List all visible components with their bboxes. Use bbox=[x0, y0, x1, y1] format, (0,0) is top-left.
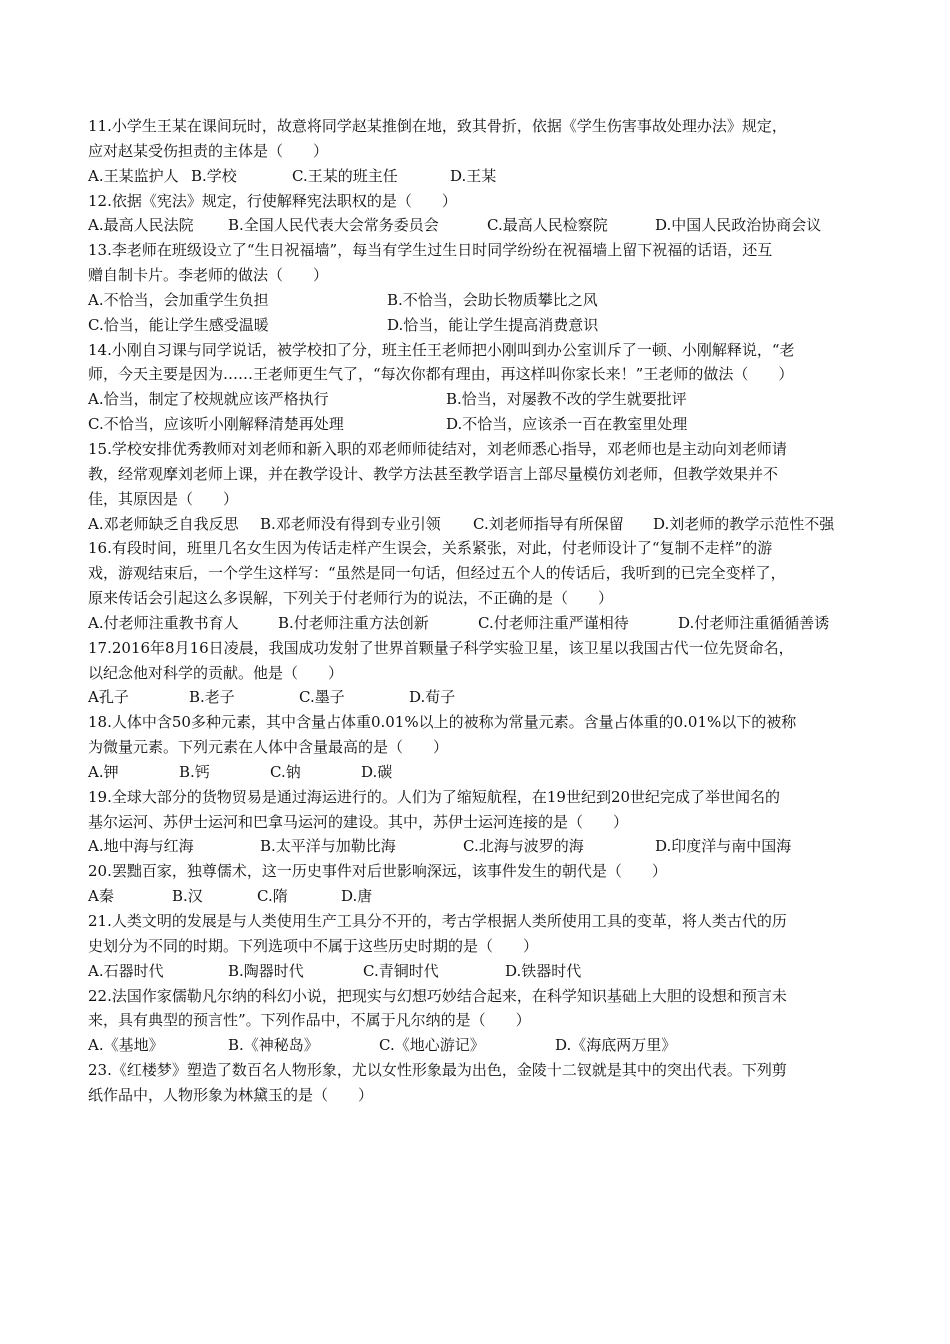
question-stem-line: 纸作品中，人物形象为林黛玉的是（ ） bbox=[88, 1085, 374, 1104]
question-stem-line: 11.小学生王某在课间玩时，故意将同学赵某推倒在地，致其骨折，依据《学生伤害事故处理办法》规定， bbox=[88, 117, 787, 135]
option-d: D.铁器时代 bbox=[505, 961, 582, 980]
question-23 bbox=[88, 1058, 868, 1108]
question-stem-line: 赠自制卡片。李老师的做法（ ） bbox=[88, 266, 329, 285]
question-20 bbox=[88, 859, 868, 909]
option-b: B.太平洋与加勒比海 bbox=[260, 837, 396, 856]
option-row bbox=[88, 685, 868, 710]
question-stem-line: 20.罢黜百家，独尊儒术，这一历史事件对后世影响深远，该事件发生的朝代是（ ） bbox=[88, 862, 667, 881]
option-d: D.不恰当，应该杀一百在教室里处理 bbox=[446, 415, 688, 434]
option-row bbox=[88, 164, 868, 189]
option-a: A.钾 bbox=[88, 762, 119, 781]
option-b: B.学校 bbox=[191, 166, 237, 185]
option-row bbox=[88, 313, 868, 338]
question-17 bbox=[88, 636, 868, 711]
option-d: D.荀子 bbox=[409, 688, 456, 707]
option-d: D.中国人民政治协商会议 bbox=[655, 216, 822, 235]
question-15 bbox=[88, 437, 868, 536]
option-c: C.最高人民检察院 bbox=[487, 216, 608, 235]
option-row bbox=[88, 959, 868, 984]
question-stem-line: 史划分为不同的时期。下列选项中不属于这些历史时期的是（ ） bbox=[88, 936, 539, 955]
option-b: B.付老师注重方法创新 bbox=[278, 613, 429, 632]
question-stem-line: 来，具有典型的预言性”。下列作品中，不属于凡尔纳的是（ ） bbox=[88, 1011, 531, 1030]
question-stem-line: 23.《红楼梦》塑造了数百名人物形象，尤以女性形象最为出色，金陵十二钗就是其中的突出代表。下列剪 bbox=[88, 1061, 787, 1080]
question-stem-line: 15.学校安排优秀教师对刘老师和新入职的邓老师师徒结对，刘老师悉心指导，邓老师也是主动向刘老师请 bbox=[88, 439, 787, 458]
question-stem-line: 12.依据《宪法》规定，行使解释宪法职权的是（ ） bbox=[88, 191, 457, 210]
option-a: A.最高人民法院 bbox=[88, 216, 194, 235]
option-d: D.唐 bbox=[341, 887, 373, 906]
question-stem-line: 21.人类文明的发展是与人类使用生产工具分不开的，考古学根据人类所使用工具的变革，将人类古代的历 bbox=[88, 912, 787, 930]
option-a: A.不恰当，会加重学生负担 bbox=[88, 290, 269, 309]
option-c: C.青铜时代 bbox=[363, 961, 439, 980]
option-a: A孔子 bbox=[88, 688, 129, 707]
question-11 bbox=[88, 114, 868, 189]
option-c: C.恰当，能让学生感受温暖 bbox=[88, 315, 269, 334]
option-row bbox=[88, 834, 868, 859]
option-row bbox=[88, 512, 868, 537]
question-18 bbox=[88, 710, 868, 785]
option-b: B.《神秘岛》 bbox=[228, 1036, 319, 1055]
option-c: C.隋 bbox=[257, 887, 288, 906]
question-stem-line: 应对赵某受伤担责的主体是（ ） bbox=[88, 141, 329, 160]
question-stem-line: 基尔运河、苏伊士运河和巴拿马运河的建设。其中，苏伊士运河连接的是（ ） bbox=[88, 812, 629, 831]
question-stem-line: 18.人体中含50多种元素，其中含量占体重0.01%以上的被称为常量元素。含量占体重的0.01%以下的被称 bbox=[88, 713, 797, 732]
question-stem-line: 17.2016年8月16日凌晨，我国成功发射了世界首颗量子科学实验卫星，该卫星以我国古代一位先贤命名， bbox=[88, 638, 794, 657]
option-c: C.王某的班主任 bbox=[292, 166, 398, 185]
option-b: B.全国人民代表大会常务委员会 bbox=[228, 216, 439, 235]
option-a: A.石器时代 bbox=[88, 961, 164, 980]
option-b: B.不恰当，会助长物质攀比之风 bbox=[387, 290, 598, 309]
option-b: B.恰当，对屡教不改的学生就要批评 bbox=[446, 390, 687, 409]
option-d: D.碳 bbox=[361, 762, 393, 781]
option-row bbox=[88, 412, 868, 437]
question-stem-line: 14.小刚自习课与同学说话，被学校扣了分，班主任王老师把小刚叫到办公室训斥了一顿、小刚解释说，“老 bbox=[88, 340, 795, 359]
option-b: B.汉 bbox=[172, 887, 203, 906]
option-d: D.印度洋与南中国海 bbox=[655, 837, 792, 856]
question-list bbox=[88, 114, 868, 1108]
option-c: C.墨子 bbox=[299, 688, 345, 707]
question-stem-line: 16.有段时间，班里几名女生因为传话走样产生误会，关系紧张，对此，付老师设计了“复制不走样”的游 bbox=[88, 539, 773, 558]
question-22 bbox=[88, 984, 868, 1059]
question-13 bbox=[88, 238, 868, 337]
option-c: C.付老师注重严谨相待 bbox=[478, 613, 629, 632]
option-c: C.北海与波罗的海 bbox=[463, 837, 584, 856]
option-a: A.付老师注重教书育人 bbox=[88, 613, 239, 632]
question-stem-line: 戏，游观结束后，一个学生这样写：“虽然是同一句话，但经过五个人的传话后，我听到的已完全变样了， bbox=[88, 564, 786, 583]
option-row bbox=[88, 387, 868, 412]
option-b: B.老子 bbox=[189, 688, 235, 707]
question-12 bbox=[88, 189, 868, 239]
option-row bbox=[88, 760, 868, 785]
option-row bbox=[88, 884, 868, 909]
question-19 bbox=[88, 785, 868, 860]
option-row bbox=[88, 288, 868, 313]
question-stem-line: 为微量元素。下列元素在人体中含量最高的是（ ） bbox=[88, 738, 449, 757]
option-c: C.不恰当，应该听小刚解释清楚再处理 bbox=[88, 415, 344, 434]
option-row bbox=[88, 213, 868, 238]
question-21 bbox=[88, 909, 868, 984]
question-stem-line: 22.法国作家儒勒凡尔纳的科幻小说，把现实与幻想巧妙结合起来，在科学知识基础上大胆的设想和预言未 bbox=[88, 986, 787, 1005]
option-a: A.恰当，制定了校规就应该严格执行 bbox=[88, 390, 329, 409]
option-b: B.陶器时代 bbox=[228, 961, 304, 980]
question-stem-line: 以纪念他对科学的贡献。他是（ ） bbox=[88, 663, 344, 682]
option-a: A.邓老师缺乏自我反思 bbox=[88, 514, 239, 533]
option-row bbox=[88, 611, 868, 636]
option-d: D.刘老师的教学示范性不强 bbox=[653, 514, 835, 533]
question-stem-line: 佳，其原因是（ ） bbox=[88, 489, 239, 508]
option-d: D.付老师注重循循善诱 bbox=[678, 613, 830, 632]
option-c: C.钠 bbox=[270, 762, 301, 781]
option-b: B.邓老师没有得到专业引领 bbox=[260, 514, 441, 533]
question-16 bbox=[88, 536, 868, 635]
option-b: B.钙 bbox=[179, 762, 210, 781]
option-a: A.地中海与红海 bbox=[88, 837, 194, 856]
option-d: D.《海底两万里》 bbox=[555, 1036, 677, 1055]
question-stem-line: 原来传话会引起这么多误解，下列关于付老师行为的说法，不正确的是（ ） bbox=[88, 589, 614, 608]
question-stem-line: 师，今天主要是因为……王老师更生气了，“每次你都有理由，再这样叫你家长来！”王老师的做法（ ） bbox=[88, 365, 794, 384]
question-stem-line: 教，经常观摩刘老师上课，并在教学设计、教学方法甚至教学语言上部尽量模仿刘老师，但教学效果并不 bbox=[88, 464, 779, 483]
option-row bbox=[88, 1033, 868, 1058]
option-c: C.《地心游记》 bbox=[379, 1036, 485, 1055]
option-a: A.《基地》 bbox=[88, 1036, 164, 1055]
option-d: D.王某 bbox=[450, 166, 497, 185]
option-c: C.刘老师指导有所保留 bbox=[473, 514, 624, 533]
option-a: A秦 bbox=[88, 887, 114, 906]
option-a: A.王某监护人 bbox=[88, 166, 179, 185]
option-d: D.恰当，能让学生提高消费意识 bbox=[387, 315, 599, 334]
question-stem-line: 19.全球大部分的货物贸易是通过海运进行的。人们为了缩短航程，在19世纪到20世纪完成了举世闻名的 bbox=[88, 787, 781, 806]
question-14 bbox=[88, 338, 868, 437]
question-stem-line: 13.李老师在班级设立了“生日祝福墙”，每当有学生过生日时同学纷纷在祝福墙上留下祝福的话语，还互 bbox=[88, 241, 773, 260]
